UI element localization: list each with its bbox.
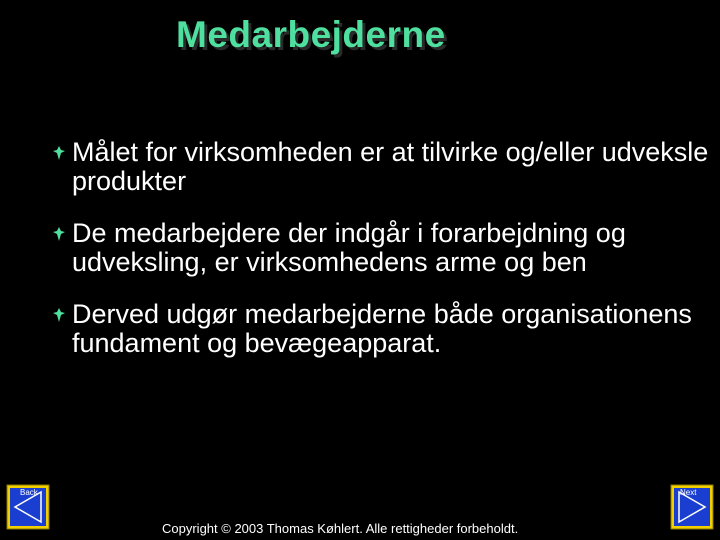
- bullet-text: De medarbejdere der indgår i forarbejdning og udveksling, er virksomhedens arme og ben: [72, 218, 626, 277]
- bullet-item: [50, 219, 710, 277]
- back-label: Back: [20, 488, 38, 497]
- bullet-item: [50, 138, 710, 196]
- bullet-text: Derved udgør medarbejderne både organisationens fundament og bevægeapparat.: [72, 299, 692, 358]
- next-label: Next: [680, 488, 697, 497]
- diamond-bullet-icon: [50, 225, 68, 243]
- diamond-bullet-icon: [50, 144, 68, 162]
- bullet-item: [50, 300, 710, 358]
- bullet-text: Målet for virksomheden er at tilvirke og/eller udveksle produkter: [72, 137, 709, 196]
- diamond-bullet-icon: [50, 306, 68, 324]
- copyright-text: Copyright © 2003 Thomas Køhlert. Alle rettigheder forbeholdt.: [162, 521, 519, 536]
- bullet-list: [50, 138, 710, 381]
- slide-title: Medarbejderne: [176, 14, 446, 55]
